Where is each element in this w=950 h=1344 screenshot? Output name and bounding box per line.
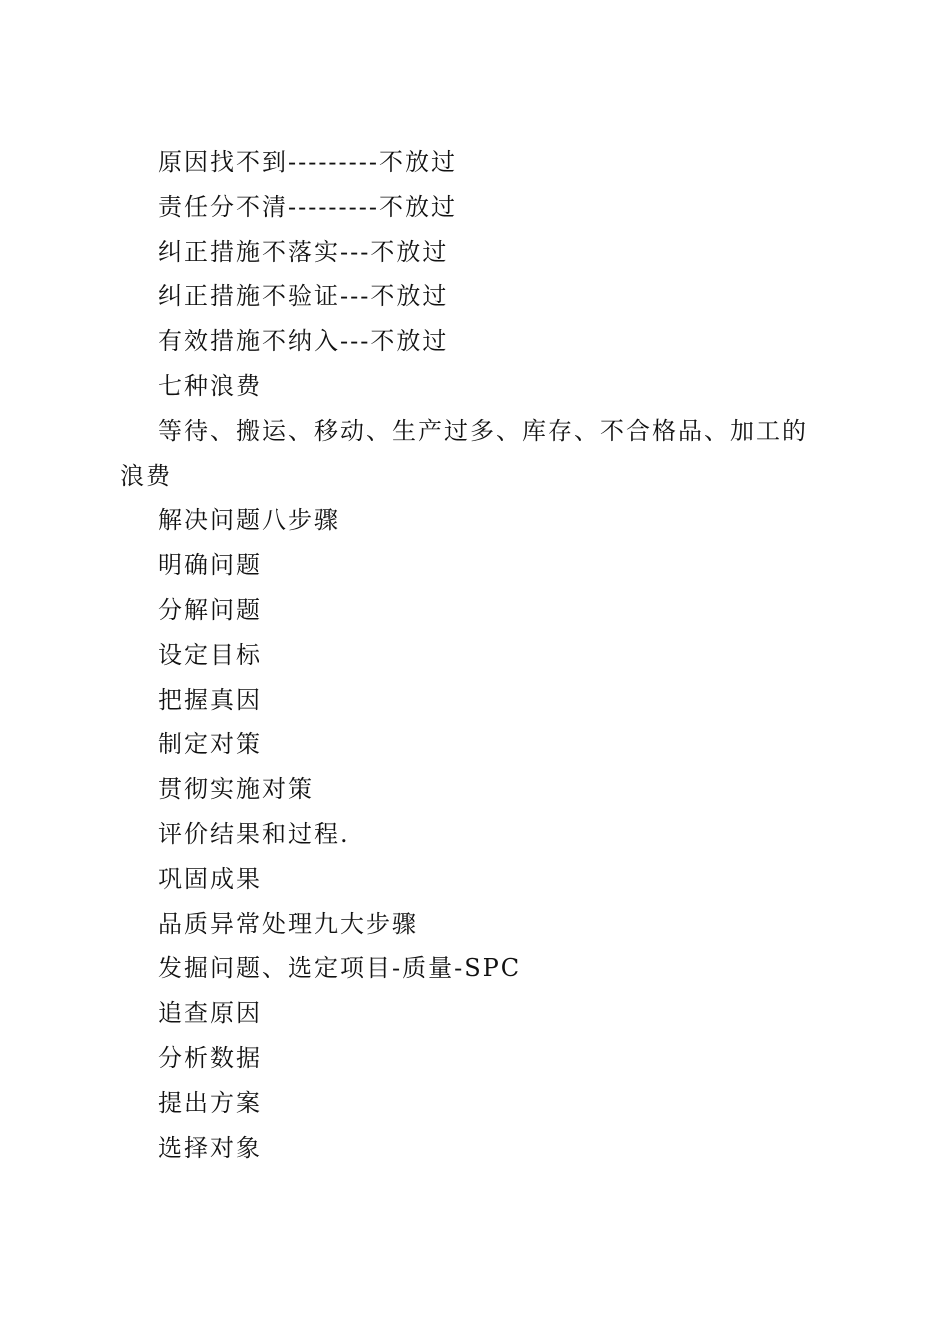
- list-item: 分析数据: [158, 1043, 262, 1072]
- text-line-effective-measures: 有效措施不纳入---不放过: [158, 327, 449, 356]
- list-item: 贯彻实施对策: [158, 775, 314, 804]
- text-line-cause: 原因找不到---------不放过: [158, 148, 457, 176]
- list-item: 明确问题: [158, 551, 262, 580]
- text-line-responsibility: 责任分不清---------不放过: [158, 192, 457, 221]
- text-line-corrective-implement: 纠正措施不落实---不放过: [158, 237, 449, 266]
- list-item: 分解问题: [158, 595, 262, 624]
- list-item: 设定目标: [158, 640, 262, 669]
- list-item: 评价结果和过程.: [158, 819, 350, 848]
- text-line-wastes-list: 等待、搬运、移动、生产过多、库存、不合格品、加工的浪费: [120, 416, 808, 490]
- list-item: 选择对象: [158, 1133, 262, 1162]
- heading-eight-steps: 解决问题八步骤: [158, 506, 340, 535]
- list-item: 巩固成果: [158, 864, 262, 893]
- list-item: 追查原因: [158, 999, 262, 1028]
- list-item: 提出方案: [158, 1088, 262, 1117]
- document-body: [120, 140, 825, 1170]
- heading-nine-steps: 品质异常处理九大步骤: [158, 909, 418, 938]
- heading-seven-wastes: 七种浪费: [158, 371, 262, 400]
- list-item: 制定对策: [158, 730, 262, 759]
- text-line-corrective-verify: 纠正措施不验证---不放过: [158, 282, 449, 311]
- list-item: 发掘问题、选定项目-质量-SPC: [158, 954, 522, 983]
- list-item: 把握真因: [158, 685, 262, 714]
